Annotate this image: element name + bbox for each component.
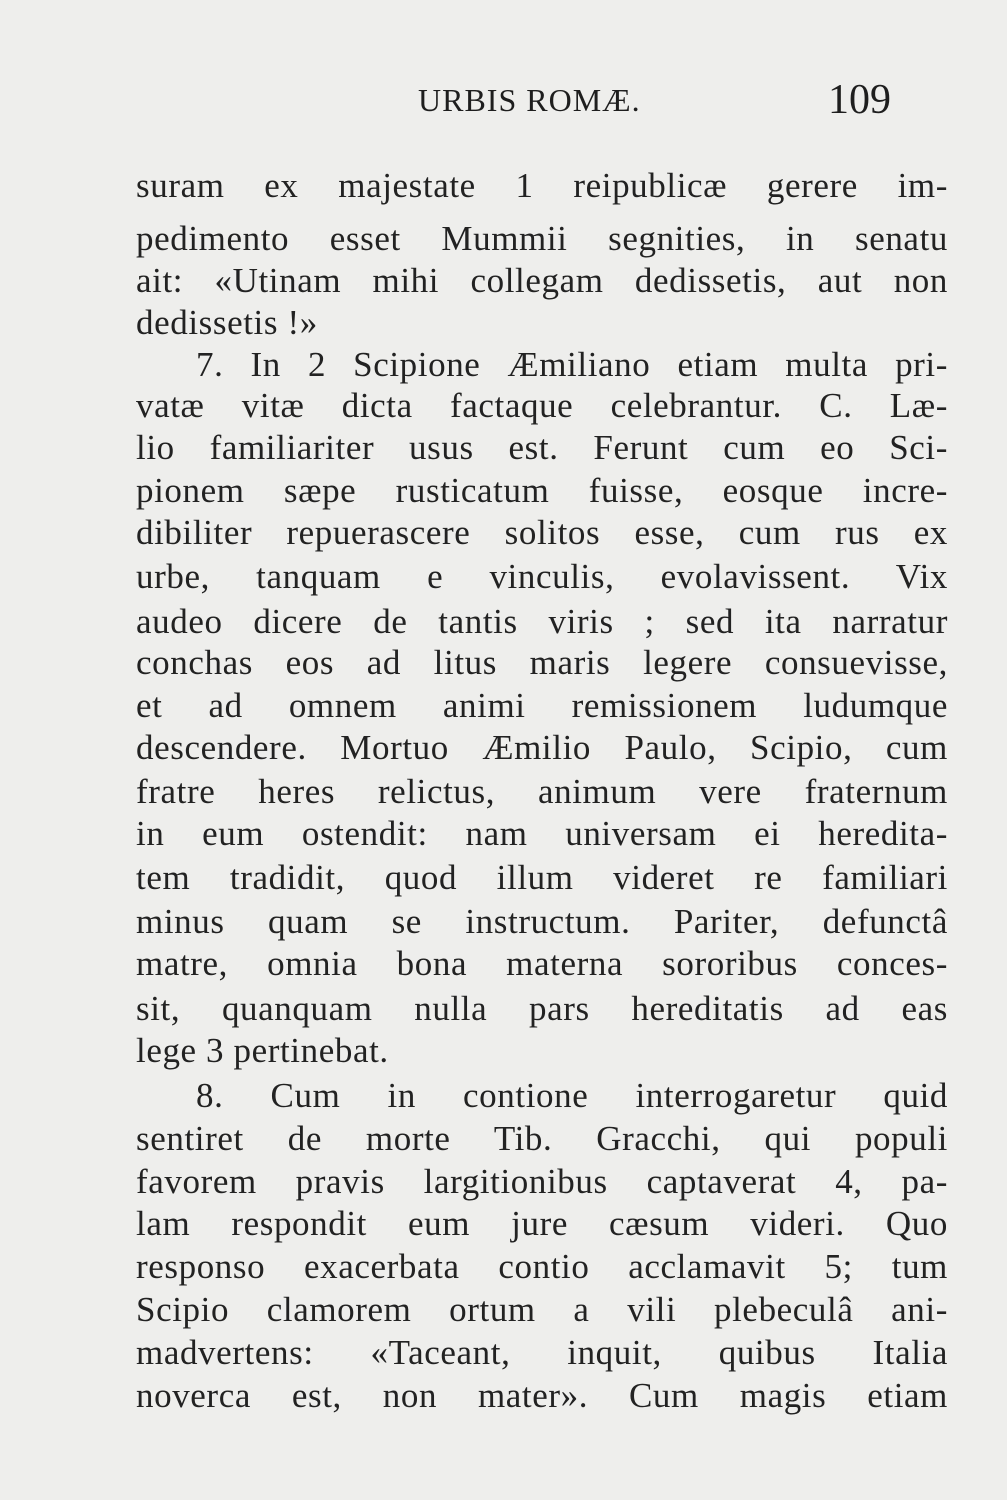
text-line: suram ex majestate 1 reipublicæ gerere im-: [136, 166, 948, 205]
text-line: noverca est, non mater». Cum magis etiam: [136, 1376, 948, 1415]
text-line: dedissetis !»: [136, 303, 318, 342]
text-line: pedimento esset Mummii segnities, in senatu: [136, 219, 948, 258]
running-head: [0, 77, 1007, 132]
text-line: minus quam se instructum. Pariter, defunctâ: [136, 902, 948, 941]
text-line: responso exacerbata contio acclamavit 5; tum: [136, 1247, 948, 1286]
text-line: madvertens: «Taceant, inquit, quibus Italia: [136, 1333, 948, 1372]
text-line: matre, omnia bona materna sororibus conces-: [136, 944, 948, 983]
text-line: lege 3 pertinebat.: [136, 1031, 389, 1070]
text-line: 8. Cum in contione interrogaretur quid: [196, 1076, 948, 1115]
running-title: URBIS ROMÆ.: [418, 82, 641, 118]
text-line: conchas eos ad litus maris legere consuevisse,: [136, 643, 948, 682]
text-line: lio familiariter usus est. Ferunt cum eo Sci-: [136, 428, 948, 467]
text-line: sentiret de morte Tib. Gracchi, qui populi: [136, 1119, 948, 1158]
text-line: et ad omnem animi remissionem ludumque: [136, 686, 948, 725]
page-number: 109: [828, 77, 891, 123]
text-line: in eum ostendit: nam universam ei heredita-: [136, 814, 948, 853]
text-line: lam respondit eum jure cæsum videri. Quo: [136, 1204, 948, 1243]
text-line: pionem sæpe rusticatum fuisse, eosque incre-: [136, 471, 948, 510]
text-line: descendere. Mortuo Æmilio Paulo, Scipio, cum: [136, 728, 948, 767]
text-line: tem tradidit, quod illum videret re familiari: [136, 858, 948, 897]
text-line: ait: «Utinam mihi collegam dedissetis, aut non: [136, 261, 948, 300]
text-line: dibiliter repuerascere solitos esse, cum rus ex: [136, 513, 948, 552]
text-line: favorem pravis largitionibus captaverat 4, pa-: [136, 1162, 948, 1201]
text-line: urbe, tanquam e vinculis, evolavissent. Vix: [136, 557, 948, 596]
text-line: sit, quanquam nulla pars hereditatis ad eas: [136, 989, 948, 1028]
text-line: 7. In 2 Scipione Æmiliano etiam multa pri-: [196, 345, 948, 384]
text-line: audeo dicere de tantis viris ; sed ita narratur: [136, 602, 948, 641]
text-line: vatæ vitæ dicta factaque celebrantur. C. Læ-: [136, 386, 948, 425]
text-line: Scipio clamorem ortum a vili plebeculâ ani-: [136, 1290, 948, 1329]
text-line: fratre heres relictus, animum vere fraternum: [136, 772, 948, 811]
